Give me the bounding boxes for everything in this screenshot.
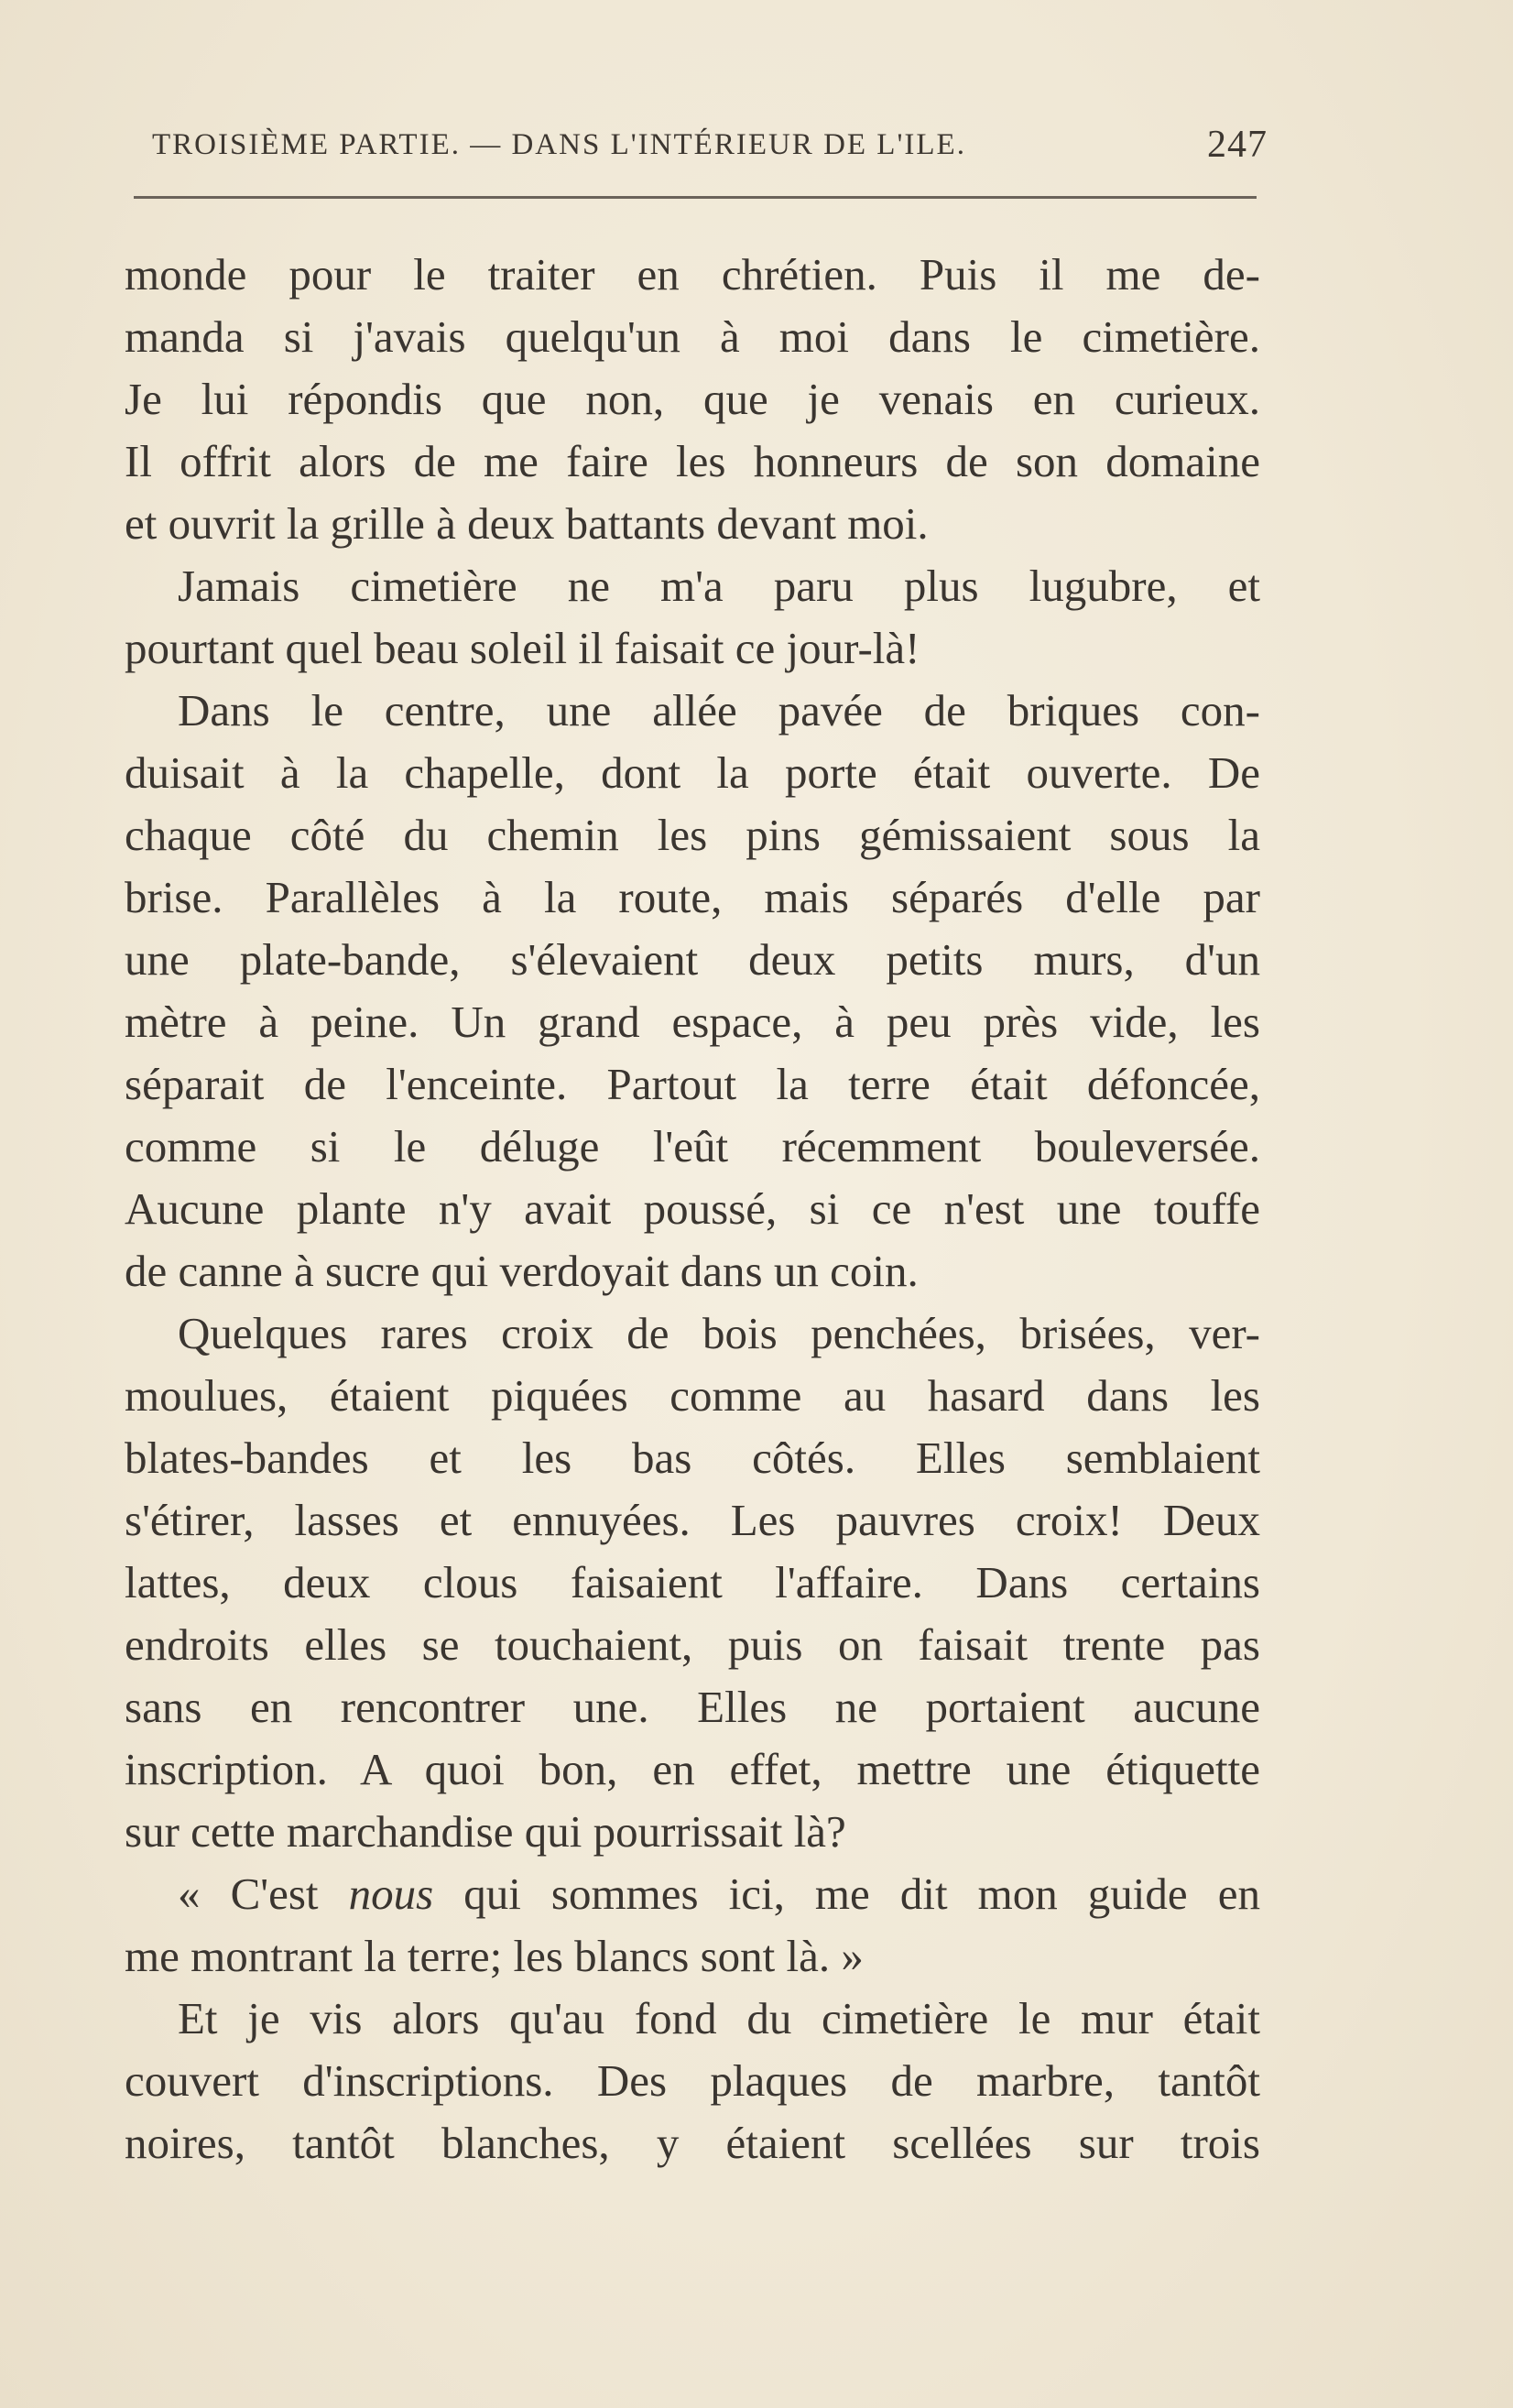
text-line: blates-bandes et les bas côtés. Elles semblaient <box>125 1433 1260 1483</box>
text-line: pourtant quel beau soleil il faisait ce jour-là! <box>125 623 920 673</box>
body-text <box>125 244 1260 2174</box>
header-rule <box>134 196 1257 199</box>
text-line: couvert d'inscriptions. Des plaques de marbre, tantôt <box>125 2055 1260 2106</box>
text-line: noires, tantôt blanches, y étaient scellées sur trois <box>125 2118 1260 2168</box>
text-line: lattes, deux clous faisaient l'affaire. Dans certains <box>125 1557 1260 1607</box>
text-line: sans en rencontrer une. Elles ne portaient aucune <box>125 1682 1260 1732</box>
text-line: moulues, étaient piquées comme au hasard dans les <box>125 1370 1260 1421</box>
text-line-with-italic <box>125 1863 1260 1925</box>
text-segment: « C'est <box>178 1869 349 1919</box>
text-line: et ouvrit la grille à deux battants devant moi. <box>125 498 929 549</box>
text-line: mètre à peine. Un grand espace, à peu près vide, les <box>125 997 1260 1047</box>
text-segment: qui sommes ici, me dit mon guide en <box>433 1869 1260 1919</box>
italic-emphasis: nous <box>348 1869 434 1919</box>
text-line: me montrant la terre; les blancs sont là. » <box>125 1931 864 1981</box>
text-line: Je lui répondis que non, que je venais en curieux. <box>125 374 1260 424</box>
text-line: Aucune plante n'y avait poussé, si ce n'est une touffe <box>125 1183 1260 1234</box>
text-line: séparait de l'enceinte. Partout la terre était défoncée, <box>125 1059 1260 1109</box>
text-line: Jamais cimetière ne m'a paru plus lugubre, et <box>178 561 1260 611</box>
text-line: brise. Parallèles à la route, mais séparés d'elle par <box>125 872 1260 922</box>
text-line: manda si j'avais quelqu'un à moi dans le cimetière. <box>125 311 1260 362</box>
text-line: endroits elles se touchaient, puis on faisait trente pas <box>125 1619 1260 1670</box>
text-line: comme si le déluge l'eût récemment bouleversée. <box>125 1121 1260 1171</box>
text-line: chaque côté du chemin les pins gémissaient sous la <box>125 810 1260 860</box>
text-line: Et je vis alors qu'au fond du cimetière le mur était <box>178 1993 1260 2043</box>
running-header <box>152 117 1268 172</box>
text-line: duisait à la chapelle, dont la porte était ouverte. De <box>125 747 1260 798</box>
text-line: inscription. A quoi bon, en effet, mettre une étiquette <box>125 1744 1260 1794</box>
page-number: 247 <box>1207 124 1268 166</box>
text-line: sur cette marchandise qui pourrissait là? <box>125 1806 846 1857</box>
text-line: s'étirer, lasses et ennuyées. Les pauvres croix! Deux <box>125 1495 1260 1545</box>
text-line: monde pour le traiter en chrétien. Puis il me de- <box>125 249 1260 300</box>
text-line: Quelques rares croix de bois penchées, brisées, ver- <box>178 1308 1260 1358</box>
text-line: Dans le centre, une allée pavée de briques con- <box>178 685 1260 735</box>
running-header-title: TROISIÈME PARTIE. — DANS L'INTÉRIEUR DE L'ILE. <box>152 128 966 161</box>
text-line: de canne à sucre qui verdoyait dans un coin. <box>125 1246 919 1296</box>
text-line: Il offrit alors de me faire les honneurs de son domaine <box>125 436 1260 486</box>
text-line: une plate-bande, s'élevaient deux petits murs, d'un <box>125 934 1260 985</box>
